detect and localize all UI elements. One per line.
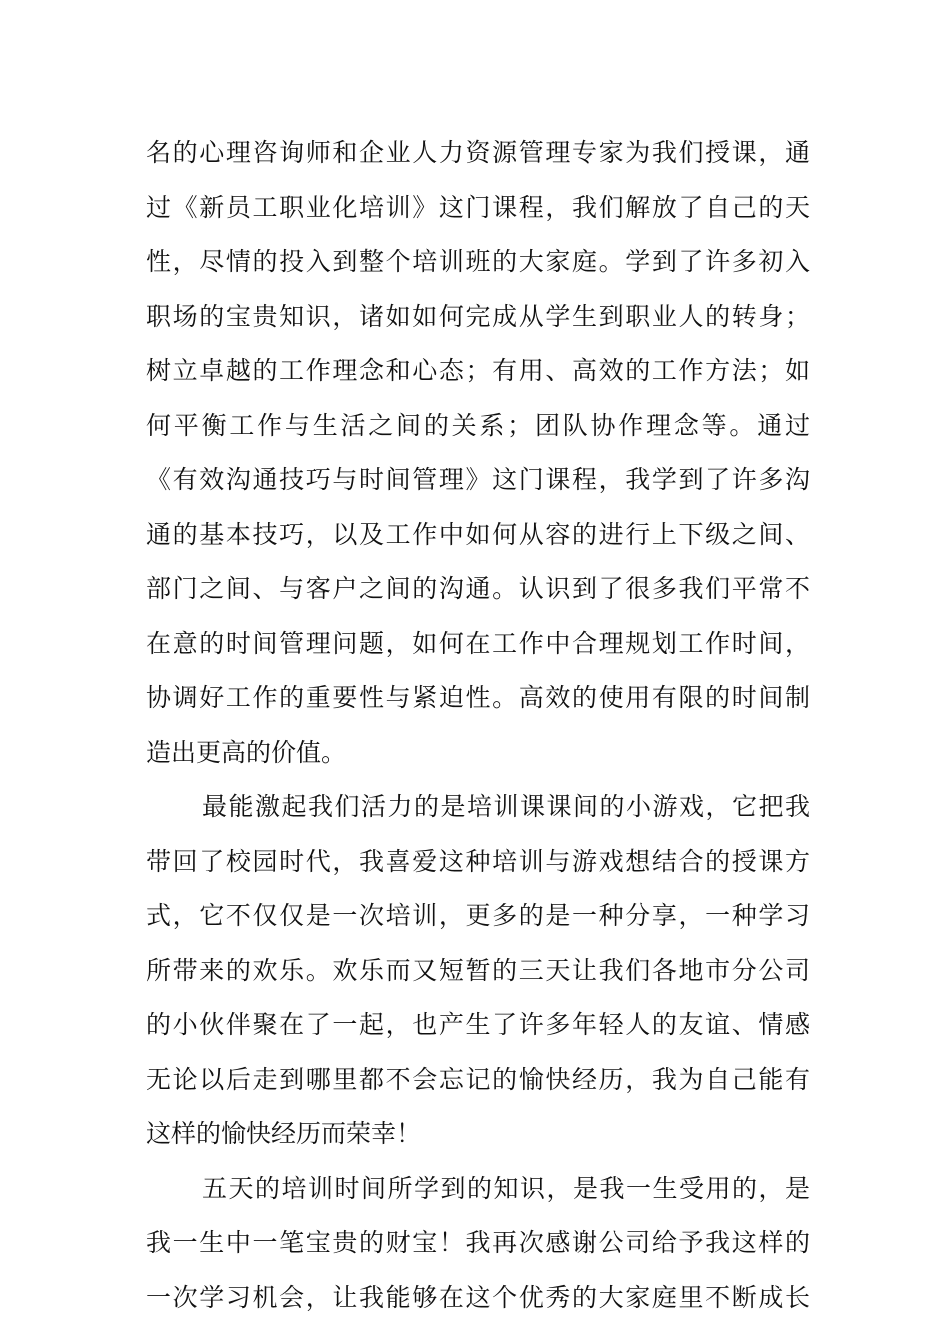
text-line: 性，尽情的投入到整个培训班的大家庭。学到了许多初入 (146, 247, 810, 276)
text-line: 一次学习机会，让我能够在这个优秀的大家庭里不断成长 (146, 1282, 810, 1312)
body-text (146, 126, 810, 1325)
text-line: 五天的培训时间所学到的知识，是我一生受用的，是 (202, 1173, 810, 1203)
text-line: 树立卓越的工作理念和心态；有用、高效的工作方法；如 (146, 356, 810, 385)
text-line: 职场的宝贵知识，诸如如何完成从学生到职业人的转身； (146, 301, 810, 331)
text-line: 部门之间、与客户之间的沟通。认识到了很多我们平常不 (146, 574, 810, 603)
text-line: 最能激起我们活力的是培训课课间的小游戏，它把我 (202, 792, 810, 821)
text-line: 协调好工作的重要性与紧迫性。高效的使用有限的时间制 (146, 683, 810, 712)
text-line: 过《新员工职业化培训》这门课程，我们解放了自己的天 (146, 192, 810, 222)
text-line: 我一生中一笔宝贵的财宝！我再次感谢公司给予我这样的 (146, 1228, 810, 1257)
text-line: 名的心理咨询师和企业人力资源管理专家为我们授课，通 (146, 138, 810, 167)
text-line: 的小伙伴聚在了一起，也产生了许多年轻人的友谊、情感 (146, 1010, 810, 1039)
text-line: 带回了校园时代，我喜爱这种培训与游戏想结合的授课方 (146, 846, 810, 876)
text-line: 无论以后走到哪里都不会忘记的愉快经历，我为自己能有 (146, 1064, 810, 1094)
paragraph-1 (146, 126, 810, 780)
text-line: 通的基本技巧，以及工作中如何从容的进行上下级之间、 (146, 519, 810, 549)
paragraph-3 (146, 1162, 810, 1326)
text-line: 《有效沟通技巧与时间管理》这门课程，我学到了许多沟 (146, 465, 810, 494)
text-line: 所带来的欢乐。欢乐而又短暂的三天让我们各地市分公司 (146, 955, 810, 985)
text-line: 式，它不仅仅是一次培训，更多的是一种分享，一种学习 (146, 901, 810, 930)
paragraph-2 (146, 780, 810, 1162)
text-line: 在意的时间管理问题，如何在工作中合理规划工作时间， (146, 628, 810, 658)
text-line: 这样的愉快经历而荣幸！ (146, 1119, 422, 1148)
text-line: 造出更高的价值。 (146, 737, 347, 767)
text-line: 何平衡工作与生活之间的关系；团队协作理念等。通过 (146, 410, 810, 440)
